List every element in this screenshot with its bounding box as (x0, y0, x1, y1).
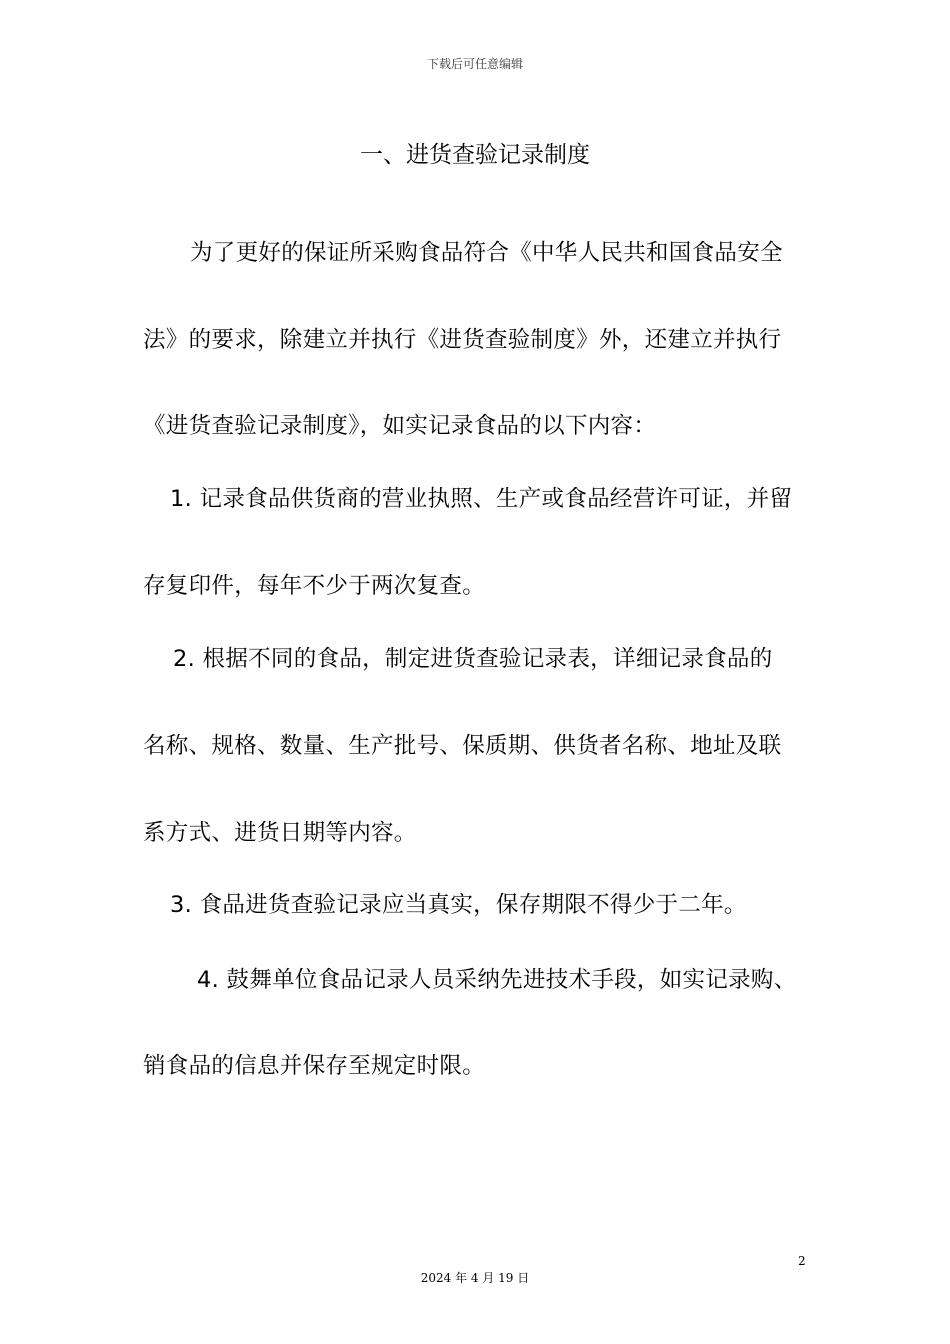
paragraph-line-3: 《进货查验记录制度》，如实记录食品的以下内容： (143, 413, 657, 439)
page-header: 下载后可任意编辑 (426, 57, 523, 71)
list-item-4-line-2: 销食品的信息并保存至规定时限。 (143, 1053, 486, 1079)
paragraph-line-2: 法》的要求，除建立并执行《进货查验制度》外，还建立并执行 (143, 327, 782, 353)
list-item-1-line-2: 存复印件，每年不少于两次复查。 (143, 573, 486, 599)
list-item-3-line-1: 3. 食品进货查验记录应当真实，保存期限不得少于二年。 (170, 892, 747, 918)
paragraph-line-1: 为了更好的保证所采购食品符合《中华人民共和国食品安全 (190, 240, 783, 266)
list-item-2-line-3: 系方式、进货日期等内容。 (143, 820, 417, 846)
document-title: 一、进货查验记录制度 (360, 142, 590, 168)
list-item-2-line-1: 2. 根据不同的食品，制定进货查验记录表，详细记录食品的 (173, 646, 773, 672)
list-item-2-line-2: 名称、规格、数量、生产批号、保质期、供货者名称、地址及联 (143, 733, 782, 759)
footer-date: 2024 年 4 月 19 日 (420, 1271, 530, 1285)
list-item-4-line-1: 4. 鼓舞单位食品记录人员采纳先进技术手段，如实记录购、 (197, 967, 797, 993)
list-item-1-line-1: 1. 记录食品供货商的营业执照、生产或食品经营许可证，并留 (170, 486, 793, 512)
page-number: 2 (798, 1254, 806, 1268)
